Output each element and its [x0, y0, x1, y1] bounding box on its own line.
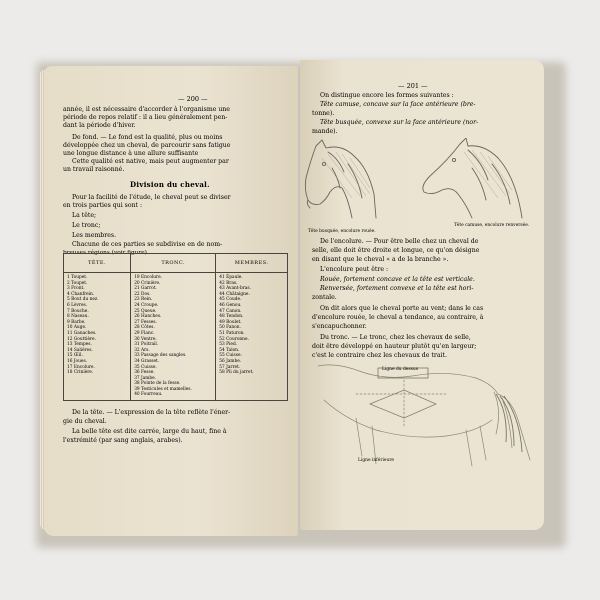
table-cell: 43 Avant-bras.: [219, 286, 251, 292]
porte-line-1: On dit alors que le cheval porte au vent; dans le cas: [320, 305, 484, 312]
right-intro-line-5: mande).: [312, 128, 338, 135]
division-line-2: en trois parties qui sont :: [63, 202, 143, 209]
porte-line-2: d'encolure rouée, le cheval a tendance, au contraire, à: [312, 314, 484, 321]
caption-right: Tête camuse, encolure renversée.: [454, 223, 530, 228]
table-cell: 13 Tempes.: [67, 342, 92, 348]
table-cell: 35 Cuisse.: [134, 364, 157, 370]
table-header-tete: TÊTE.: [64, 254, 131, 273]
table-cell: 5 Bout du nez.: [67, 297, 99, 303]
table-cell: 22 Dos.: [134, 291, 151, 297]
diagram-label-bottom: Ligne inférieure: [358, 458, 395, 463]
table-cell: 28 Côtes.: [134, 325, 155, 331]
table-cell: 44 Châtaigne.: [219, 291, 250, 297]
table-cell: 2 Toupet.: [67, 280, 88, 286]
tete-line-1: De la tête. — L'expression de la tête reflète l'éner-: [72, 409, 231, 416]
table-cell: 12 Gouttière.: [67, 336, 96, 342]
regions-table: [63, 253, 288, 401]
table-cell: 18 Crinière.: [67, 370, 94, 376]
right-intro-line-4: Tête busquée, convexe sur la face antérieure (nor-: [320, 119, 479, 126]
table-cell: 14 Salières.: [67, 347, 93, 353]
tronc-line-3: c'est le contraire chez les chevaux de trait.: [312, 352, 447, 359]
encolure-line-1: De l'encolure. — Pour être belle chez un cheval de: [320, 238, 479, 245]
porte-line-3: s'encapuchonner.: [312, 323, 367, 330]
left-intro-line-3: dant la période d'hiver.: [63, 122, 136, 129]
table-header-membres: MEMBRES.: [216, 254, 288, 273]
table-cell: 40 Fourreau.: [134, 392, 163, 398]
table-cell: 29 Flanc.: [134, 330, 155, 336]
table-cell: 4 Chanfrein.: [67, 291, 95, 297]
fond-line-5: un travail raisonné.: [63, 166, 125, 173]
table-cell: 10 Auge.: [67, 325, 87, 331]
fond-line-2: développée chez un cheval, de parcourir sans fatigue: [63, 142, 231, 149]
table-cell: 49 Boulet.: [219, 319, 242, 325]
table-cell: 36 Fesse.: [134, 370, 155, 376]
tete-line-4: l'extrémité (par sang anglais, arabes).: [63, 437, 183, 444]
tronc-line-1: Du tronc. — Le tronc, chez les chevaux de selle,: [320, 334, 471, 341]
tete-line-2: gie du cheval.: [63, 418, 107, 425]
table-cell: 51 Paturon.: [219, 330, 245, 336]
section-title: Division du cheval.: [130, 180, 210, 189]
table-cell: 42 Bras.: [219, 280, 238, 286]
table-cell: 9 Barbe.: [67, 319, 86, 325]
horse-heads-illustration: [302, 138, 538, 226]
table-cell: 39 Testicules et mamelles.: [134, 386, 192, 392]
part-membres: Les membres.: [72, 232, 117, 239]
table-cell: 3 Front.: [67, 286, 85, 292]
table-cell: 20 Crinière.: [134, 280, 161, 286]
table-cell: 46 Genou.: [219, 302, 242, 308]
table-cell: 6 Lèvres.: [67, 302, 88, 308]
table-cell: 58 Pli du jarret.: [219, 370, 254, 376]
table-header-tronc: TRONC.: [131, 254, 216, 273]
table-cell: 24 Croupe.: [134, 302, 159, 308]
table-cell: 23 Rein.: [134, 297, 153, 303]
table-cell: 7 Bouche.: [67, 308, 89, 314]
regions-line-2: breuses régions (voir figure).: [63, 250, 149, 256]
table-column-tronc: [131, 273, 216, 401]
tronc-line-2: doit être développé en hauteur plutôt qu'en largeur;: [312, 343, 477, 350]
table-cell: 32 Ars.: [134, 347, 150, 353]
table-cell: 33 Passage des sangles.: [134, 353, 187, 359]
fond-line-1: De fond. — Le fond est la qualité, plus ou moins: [72, 134, 223, 141]
table-cell: 55 Cuisse.: [219, 353, 242, 359]
table-cell: 50 Fanon.: [219, 325, 241, 331]
table-cell: 1 Toupet.: [67, 275, 88, 280]
table-cell: 16 Joues.: [67, 358, 88, 364]
right-intro-line-3: tonne).: [312, 110, 335, 117]
table-cell: 21 Garrot.: [134, 286, 157, 292]
encolure-peut: L'encolure peut être :: [320, 266, 389, 273]
encolure-line-2: selle, elle doit être droite et longue, ce qu'on désigne: [312, 247, 480, 254]
table-cell: 8 Naseau.: [67, 314, 89, 320]
caption-left: Tête busquée, encolure rouée.: [308, 229, 376, 234]
table-cell: 19 Encolure.: [134, 275, 163, 280]
table-cell: 11 Ganaches.: [67, 330, 97, 336]
table-cell: 52 Couronne.: [219, 336, 249, 342]
horse-body-diagram: [316, 360, 534, 472]
encolure-line-3: en disant que le cheval « a de la branche ».: [312, 256, 449, 263]
right-page-number: — 201 —: [398, 82, 428, 90]
division-line-1: Pour la facilité de l'étude, le cheval peut se diviser: [72, 194, 231, 201]
table-cell: 25 Queue.: [134, 308, 157, 314]
table-cell: 31 Poitrail.: [134, 342, 159, 348]
table-cell: 26 Hanches.: [134, 314, 162, 320]
fond-line-4: Cette qualité est native, mais peut augmenter par: [72, 158, 229, 165]
regions-line-1: Chacune de ces parties se subdivise en de nom-: [72, 241, 223, 248]
part-tronc: Le tronc;: [72, 222, 101, 229]
table-cell: 56 Jambe.: [219, 358, 242, 364]
left-intro-line-1: année, il est nécessaire d'accorder à l'organisme une: [63, 106, 230, 113]
table-cell: 38 Pointe de la fesse.: [134, 381, 181, 387]
encolure-type-2: Renversée, fortement convexe et la tête est hori-: [320, 285, 474, 292]
table-cell: 15 Œil.: [67, 353, 83, 359]
table-cell: 34 Grasset.: [134, 358, 160, 364]
table-cell: 27 Fesses.: [134, 319, 157, 325]
table-cell: 47 Canon.: [219, 308, 242, 314]
part-tete: La tête;: [72, 212, 97, 219]
table-column-tete: [64, 273, 131, 401]
table-column-membres: [216, 273, 288, 401]
table-cell: 54 Talon.: [219, 347, 240, 353]
right-intro-line-2: Tête camuse, concave sur la face antérieure (bre-: [320, 101, 476, 108]
table-cell: 45 Coude.: [219, 297, 242, 303]
encolure-type-3: zontale.: [312, 294, 337, 301]
table-cell: 17 Encolure.: [67, 364, 95, 370]
diagram-label-top: Ligne du dessus: [382, 367, 418, 372]
table-cell: 30 Ventre.: [134, 336, 157, 342]
table-cell: 37 Jambe.: [134, 375, 157, 381]
right-intro-line-1: On distingue encore les formes suivantes :: [320, 92, 454, 99]
encolure-type-1: Rouée, fortement concave et la tête est verticale.: [320, 276, 475, 283]
table-cell: 53 Pied.: [219, 342, 238, 348]
fond-line-3: une longue distance à une allure suffisante: [63, 150, 199, 157]
left-intro-line-2: période de repos relatif : il a lieu généralement pen-: [63, 114, 228, 121]
tete-line-3: La belle tête est dite carrée, large du haut, fine à: [72, 428, 227, 435]
table-cell: 57 Jarret.: [219, 364, 241, 370]
table-cell: 41 Épaule.: [219, 275, 243, 280]
table-cell: 48 Tendon.: [219, 314, 244, 320]
left-page-number: — 200 —: [178, 95, 208, 103]
